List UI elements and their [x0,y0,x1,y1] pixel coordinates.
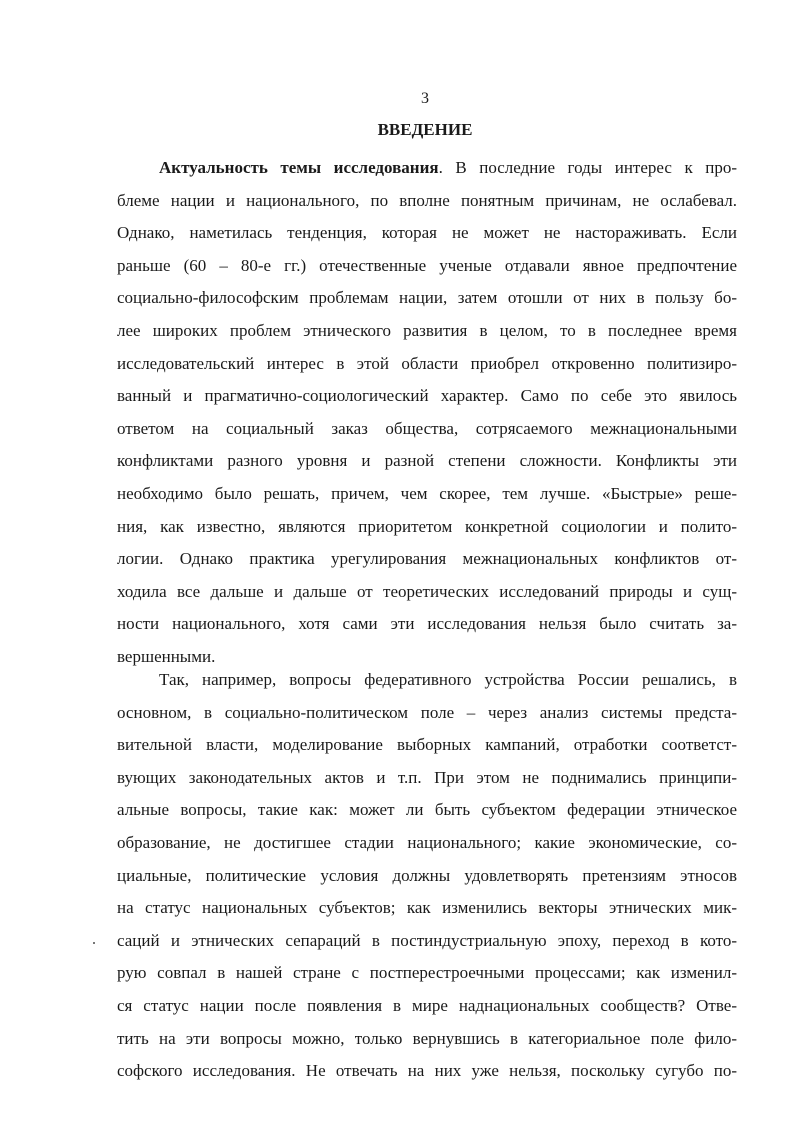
text-line: ходила все дальше и дальше от теоретических исследований природы и сущ- [117,581,737,601]
text-line: социально-философским проблемам нации, затем отошли от них в пользу бо- [117,288,737,308]
text-line: исследовательский интерес в этой области приобрел откровенно политизиро- [117,353,737,373]
text-line: логии. Однако практика урегулирования межнациональных конфликтов от- [117,549,737,569]
paragraph-federation [117,664,737,1088]
page-number: 3 [421,90,429,107]
paragraph-relevance [117,152,737,674]
text-line: циальные, политические условия должны удовлетворять претензиям этносов [117,865,737,885]
text-line: лее широких проблем этнического развития в целом, то в последнее время [117,320,737,340]
text-line: ния, как известно, являются приоритетом конкретной социологии и полито- [117,516,737,536]
text-line: раньше (60 – 80-е гг.) отечественные ученые отдавали явное предпочтение [117,255,737,275]
line-text: . В последние годы интерес к про- [438,158,738,177]
section-heading: ВВЕДЕНИЕ [377,120,473,139]
text-line [117,152,737,185]
text-line: саций и этнических сепараций в постиндустриальную эпоху, переход в кото- [117,930,737,950]
text-line: образование, не достигшее стадии национального; какие экономические, со- [117,832,737,852]
text-line: блеме нации и национального, по вполне понятным причинам, не ослабевал. [117,190,737,210]
lead-phrase: Актуальность темы исследования [159,158,439,177]
text-line: конфликтами разного уровня и разной степени сложности. Конфликты эти [117,451,737,471]
text-line: рую совпал в нашей стране с постперестроечными процессами; как изменил- [117,963,737,983]
scan-speck [93,942,95,944]
text-line: Однако, наметилась тенденция, которая не может не настораживать. Если [117,223,737,243]
text-line: вительной власти, моделирование выборных кампаний, отработки соответст- [117,735,737,755]
text-line: ванный и прагматично-социологический характер. Само по себе это явилось [117,386,737,406]
text-line: ответом на социальный заказ общества, сотрясаемого межнациональными [117,418,737,438]
text-line: софского исследования. Не отвечать на них уже нельзя, поскольку сугубо по- [117,1061,737,1081]
text-line: вующих законодательных актов и т.п. При этом не поднимались принципи- [117,767,737,787]
text-line: ся статус нации после появления в мире наднациональных сообществ? Отве- [117,995,737,1015]
text-line: основном, в социально-политическом поле – через анализ системы предста- [117,702,737,722]
text-line: альные вопросы, такие как: может ли быть субъектом федерации этническое [117,800,737,820]
text-line: тить на эти вопросы можно, только вернувшись в категориальное поле фило- [117,1028,737,1048]
text-line: на статус национальных субъектов; как изменились векторы этнических мик- [117,898,737,918]
text-line: ности национального, хотя сами эти исследования нельзя было считать за- [117,614,737,634]
text-line: необходимо было решать, причем, чем скорее, тем лучше. «Быстрые» реше- [117,483,737,503]
text-line: вершенными. [117,646,216,666]
text-line: Так, например, вопросы федеративного устройства России решались, в [159,670,737,689]
